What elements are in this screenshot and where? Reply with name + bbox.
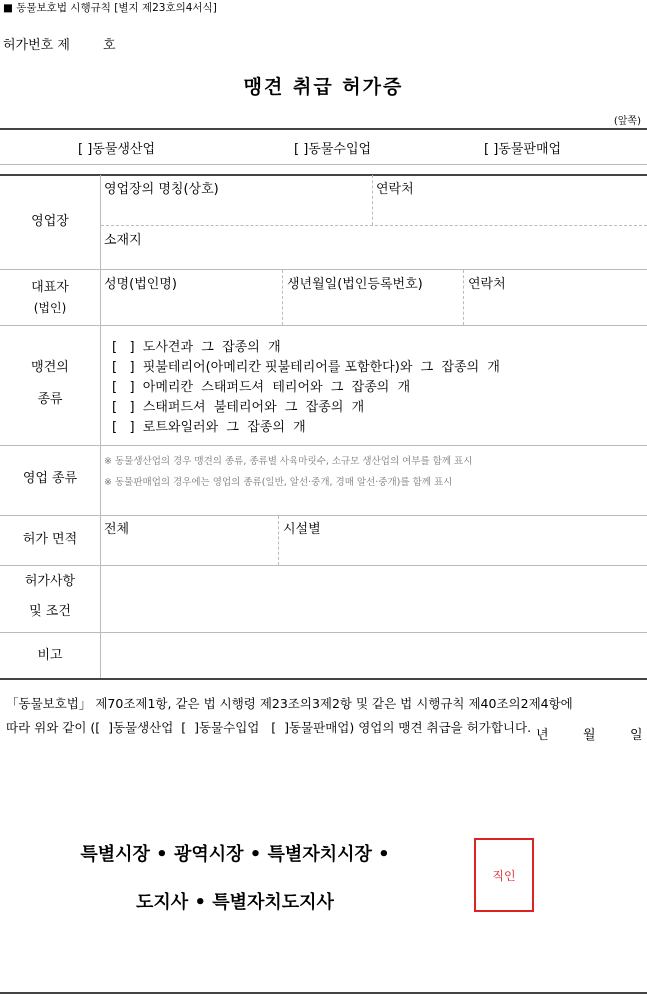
divider	[463, 270, 464, 325]
business-kind-note-sale: ※ 동물판매업의 경우에는 영업의 종류(일반, 알선·중개, 경매 알선·중개)를 함께 표시	[104, 477, 453, 488]
rep-name-label: 성명(법인명)	[104, 277, 177, 292]
breed-label: 맹견의	[31, 360, 69, 375]
breed-option-tosa[interactable]: [ ] 도사견과 그 잡종의 개	[112, 340, 281, 355]
business-kind-label: 영업 종류	[22, 471, 78, 486]
divider	[0, 445, 647, 446]
business-contact-label: 연락처	[376, 182, 414, 197]
authority-line-1: 특별시장 • 광역시장 • 특별자치시장 •	[80, 844, 390, 865]
business-kind-note-production: ※ 동물생산업의 경우 맹견의 종류, 종류별 사육마릿수, 소규모 생산업의 여부를 함께 표시	[104, 456, 473, 467]
permit-number: 허가번호 제 호	[3, 38, 116, 53]
divider	[372, 175, 373, 225]
business-name-label: 영업장의 명칭(상호)	[104, 182, 219, 197]
statement-line-2: 따라 위와 같이 ([ ]동물생산업 [ ]동물수입업 [ ]동물판매업) 영업의 맹견 취급을 허가합니다.	[6, 720, 532, 735]
official-seal: 직인	[474, 838, 534, 912]
front-side-label: (앞쪽)	[613, 116, 641, 127]
representative-corp-label: (법인)	[33, 301, 67, 315]
breed-option-pitbull[interactable]: [ ] 핏불테리어(아메리칸 핏불테리어를 포함한다)와 그 잡종의 개	[112, 360, 500, 375]
area-facility-label: 시설별	[283, 522, 321, 537]
form-reference: ■ 동물보호법 시행규칙 [별지 제23호의4서식]	[3, 2, 217, 14]
date-day: 일	[630, 728, 643, 743]
business-address-label: 소재지	[104, 233, 142, 248]
divider	[0, 164, 647, 165]
remarks-label: 비고	[37, 648, 63, 663]
divider	[0, 678, 647, 680]
label-column-divider	[100, 175, 101, 678]
divider	[0, 269, 647, 270]
divider	[0, 515, 647, 516]
date-year: 년	[536, 728, 549, 743]
authority-line-2: 도지사 • 특별자치도지사	[136, 892, 334, 913]
date-month: 월	[583, 728, 596, 743]
breed-option-rottweiler[interactable]: [ ] 로트와일러와 그 잡종의 개	[112, 420, 306, 435]
page-title: 맹견 취급 허가증	[243, 76, 404, 98]
area-total-label: 전체	[104, 522, 130, 537]
conditions-label-2: 및 조건	[29, 604, 71, 619]
divider	[282, 270, 283, 325]
divider	[0, 565, 647, 566]
breed-label-2: 종류	[37, 392, 63, 407]
breed-option-amstaff[interactable]: [ ] 아메리칸 스태퍼드셔 테리어와 그 잡종의 개	[112, 380, 411, 395]
divider	[0, 992, 647, 994]
divider	[0, 325, 647, 326]
divider	[0, 174, 647, 176]
divider	[101, 225, 647, 226]
divider	[0, 632, 647, 633]
breed-option-staffbull[interactable]: [ ] 스태퍼드셔 불테리어와 그 잡종의 개	[112, 400, 365, 415]
representative-label: 대표자	[31, 280, 69, 295]
checkbox-animal-import[interactable]: [ ]동물수입업	[294, 142, 372, 157]
statement-line-1: 「동물보호법」 제70조제1항, 같은 법 시행령 제23조의3제2항 및 같은 법 시행규칙 제40조의2제4항에	[6, 696, 573, 711]
divider	[0, 128, 647, 130]
divider	[278, 516, 279, 565]
area-label: 허가 면적	[22, 532, 78, 547]
rep-contact-label: 연락처	[468, 277, 506, 292]
conditions-label: 허가사항	[24, 574, 76, 589]
rep-birth-label: 생년월일(법인등록번호)	[287, 277, 423, 292]
business-place-label: 영업장	[31, 214, 69, 229]
checkbox-animal-production[interactable]: [ ]동물생산업	[78, 142, 156, 157]
checkbox-animal-sale[interactable]: [ ]동물판매업	[484, 142, 562, 157]
